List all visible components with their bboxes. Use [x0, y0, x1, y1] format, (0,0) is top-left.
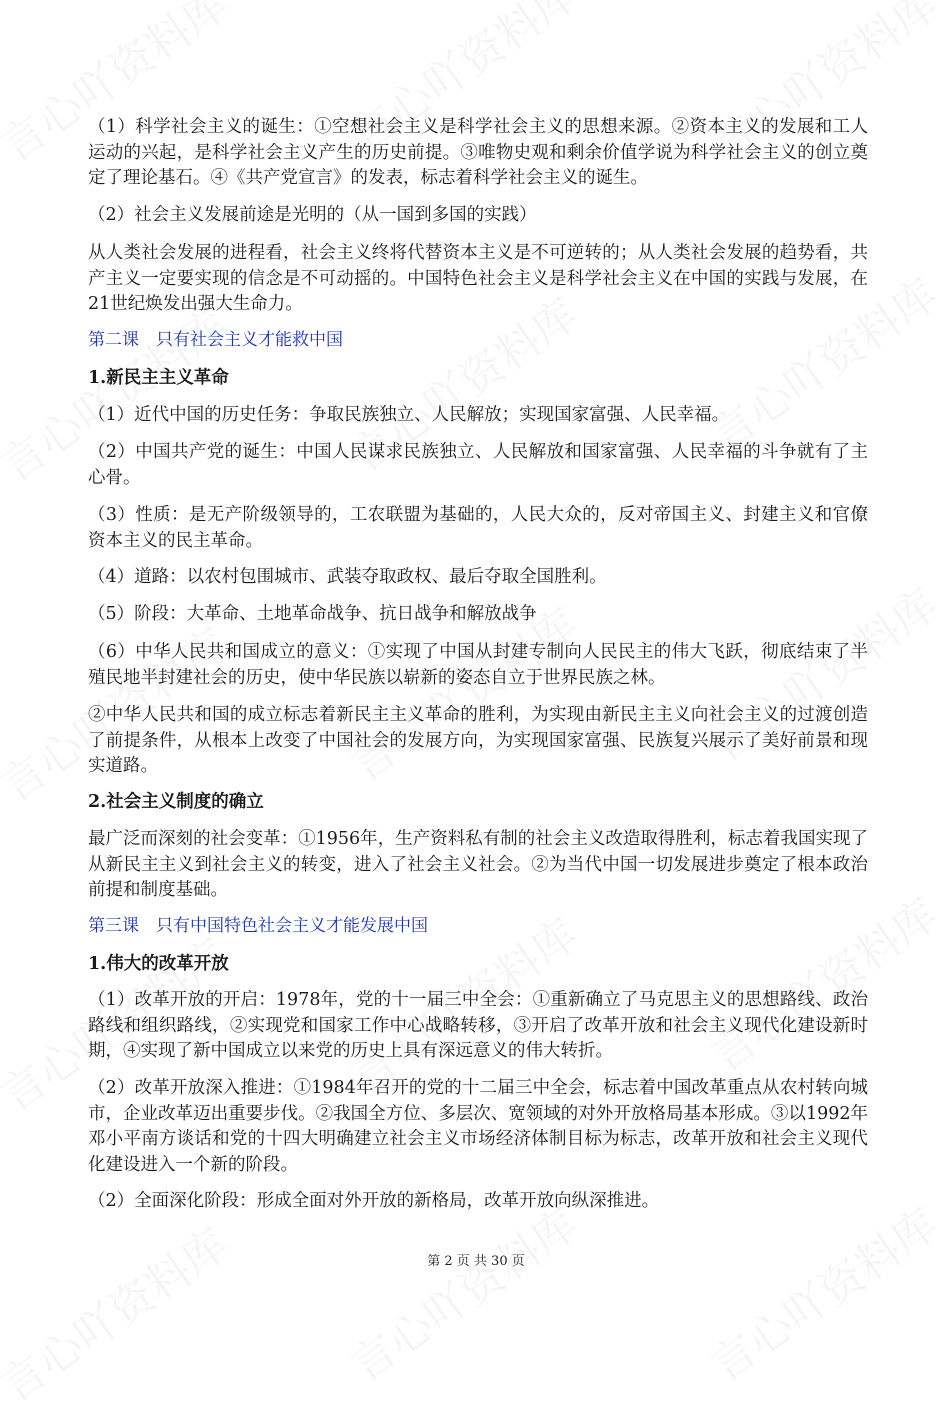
paragraph-path: （4）道路：以农村包围城市、武装夺取政权、最后夺取全国胜利。: [88, 567, 607, 587]
paragraph-reform-deepening: （2）改革开放深入推进：①1984年召开的党的十二届三中全会，标志着中国改革重点从农村转向城市，企业改革迈出重要步伐。②我国全方位、多层次、宽领域的对外开放格局基本形成。③以1992年邓小平南方谈话和党的十四大明确建立社会主义市场经济体制目标为标志，改革开放和社会主义现代化建设进入一个新的阶段。: [88, 1078, 868, 1175]
watermark: [336, 1190, 589, 1394]
paragraph-stages: （5）阶段：大革命、土地革命战争、抗日战争和解放战争: [88, 604, 537, 624]
paragraph-historical-task: （1）近代中国的历史任务：争取民族独立、人民解放；实现国家富强、人民幸福。: [88, 405, 730, 425]
lesson-2-heading: 第二课 只有社会主义才能救中国: [88, 330, 343, 350]
paragraph-birth-of-scientific-socialism: （1）科学社会主义的诞生：①空想社会主义是科学社会主义的思想来源。②资本主义的发展和工人运动的兴起，是科学社会主义产生的历史前提。③唯物史观和剩余价值学说为科学社会主义的创立奠定了理论基石。④《共产党宣言》的发表，标志着科学社会主义的诞生。: [88, 117, 868, 188]
section-heading-new-democratic-revolution: 1.新民主主义革命: [88, 368, 229, 388]
paragraph-party-birth: （2）中国共产党的诞生：中国人民谋求民族独立、人民解放和国家富强、人民幸福的斗争就有了主心骨。: [88, 442, 868, 488]
lesson-3-heading: 第三课 只有中国特色社会主义才能发展中国: [88, 916, 428, 936]
paragraph-prc-significance: （6）中华人民共和国成立的意义：①实现了中国从封建专制向人民民主的伟大飞跃，彻底结束了半殖民地半封建社会的历史，使中华民族以崭新的姿态自立于世界民族之林。: [88, 642, 868, 688]
section-heading-socialist-system: 2.社会主义制度的确立: [88, 792, 264, 812]
page-number-footer: 第 2 页 共 30 页: [427, 1254, 525, 1269]
watermark: [0, 1210, 238, 1414]
paragraph-nature: （3）性质：是无产阶级领导的，工农联盟为基础的，人民大众的，反对帝国主义、封建主义和官僚资本主义的民主革命。: [88, 505, 868, 551]
section-heading-reform-opening: 1.伟大的改革开放: [88, 954, 229, 974]
paragraph-reform-start: （1）改革开放的开启：1978年，党的十一届三中全会：①重新确立了马克思主义的思想路线、政治路线和组织路线，②实现党和国家工作中心战略转移，③开启了改革开放和社会主义现代化建设新时期，④实现了新中国成立以来党的历史上具有深远意义的伟大转折。: [88, 990, 868, 1061]
paragraph-socialism-trend: 从人类社会发展的进程看，社会主义终将代替资本主义是不可逆转的；从人类社会发展的趋势看，共产主义一定要实现的信念是不可动摇的。中国特色社会主义是科学社会主义在中国的实践与发展，在21世纪焕发出强大生命力。: [88, 243, 868, 314]
paragraph-social-change: 最广泛而深刻的社会变革：①1956年，生产资料私有制的社会主义改造取得胜利，标志着我国实现了从新民主主义到社会主义的转变，进入了社会主义社会。②为当代中国一切发展进步奠定了根本政治前提和制度基础。: [88, 829, 868, 900]
watermark: [696, 1190, 949, 1394]
paragraph-prc-significance-2: ②中华人民共和国的成立标志着新民主主义革命的胜利，为实现由新民主主义向社会主义的过渡创造了前提条件，从根本上改变了中国社会的发展方向，为实现国家富强、民族复兴展示了美好前景和现实道路。: [88, 705, 868, 776]
paragraph-comprehensive-deepening: （2）全面深化阶段：形成全面对外开放的新格局，改革开放向纵深推进。: [88, 1191, 660, 1211]
paragraph-socialism-future: （2）社会主义发展前途是光明的（从一国到多国的实践）: [88, 205, 537, 225]
